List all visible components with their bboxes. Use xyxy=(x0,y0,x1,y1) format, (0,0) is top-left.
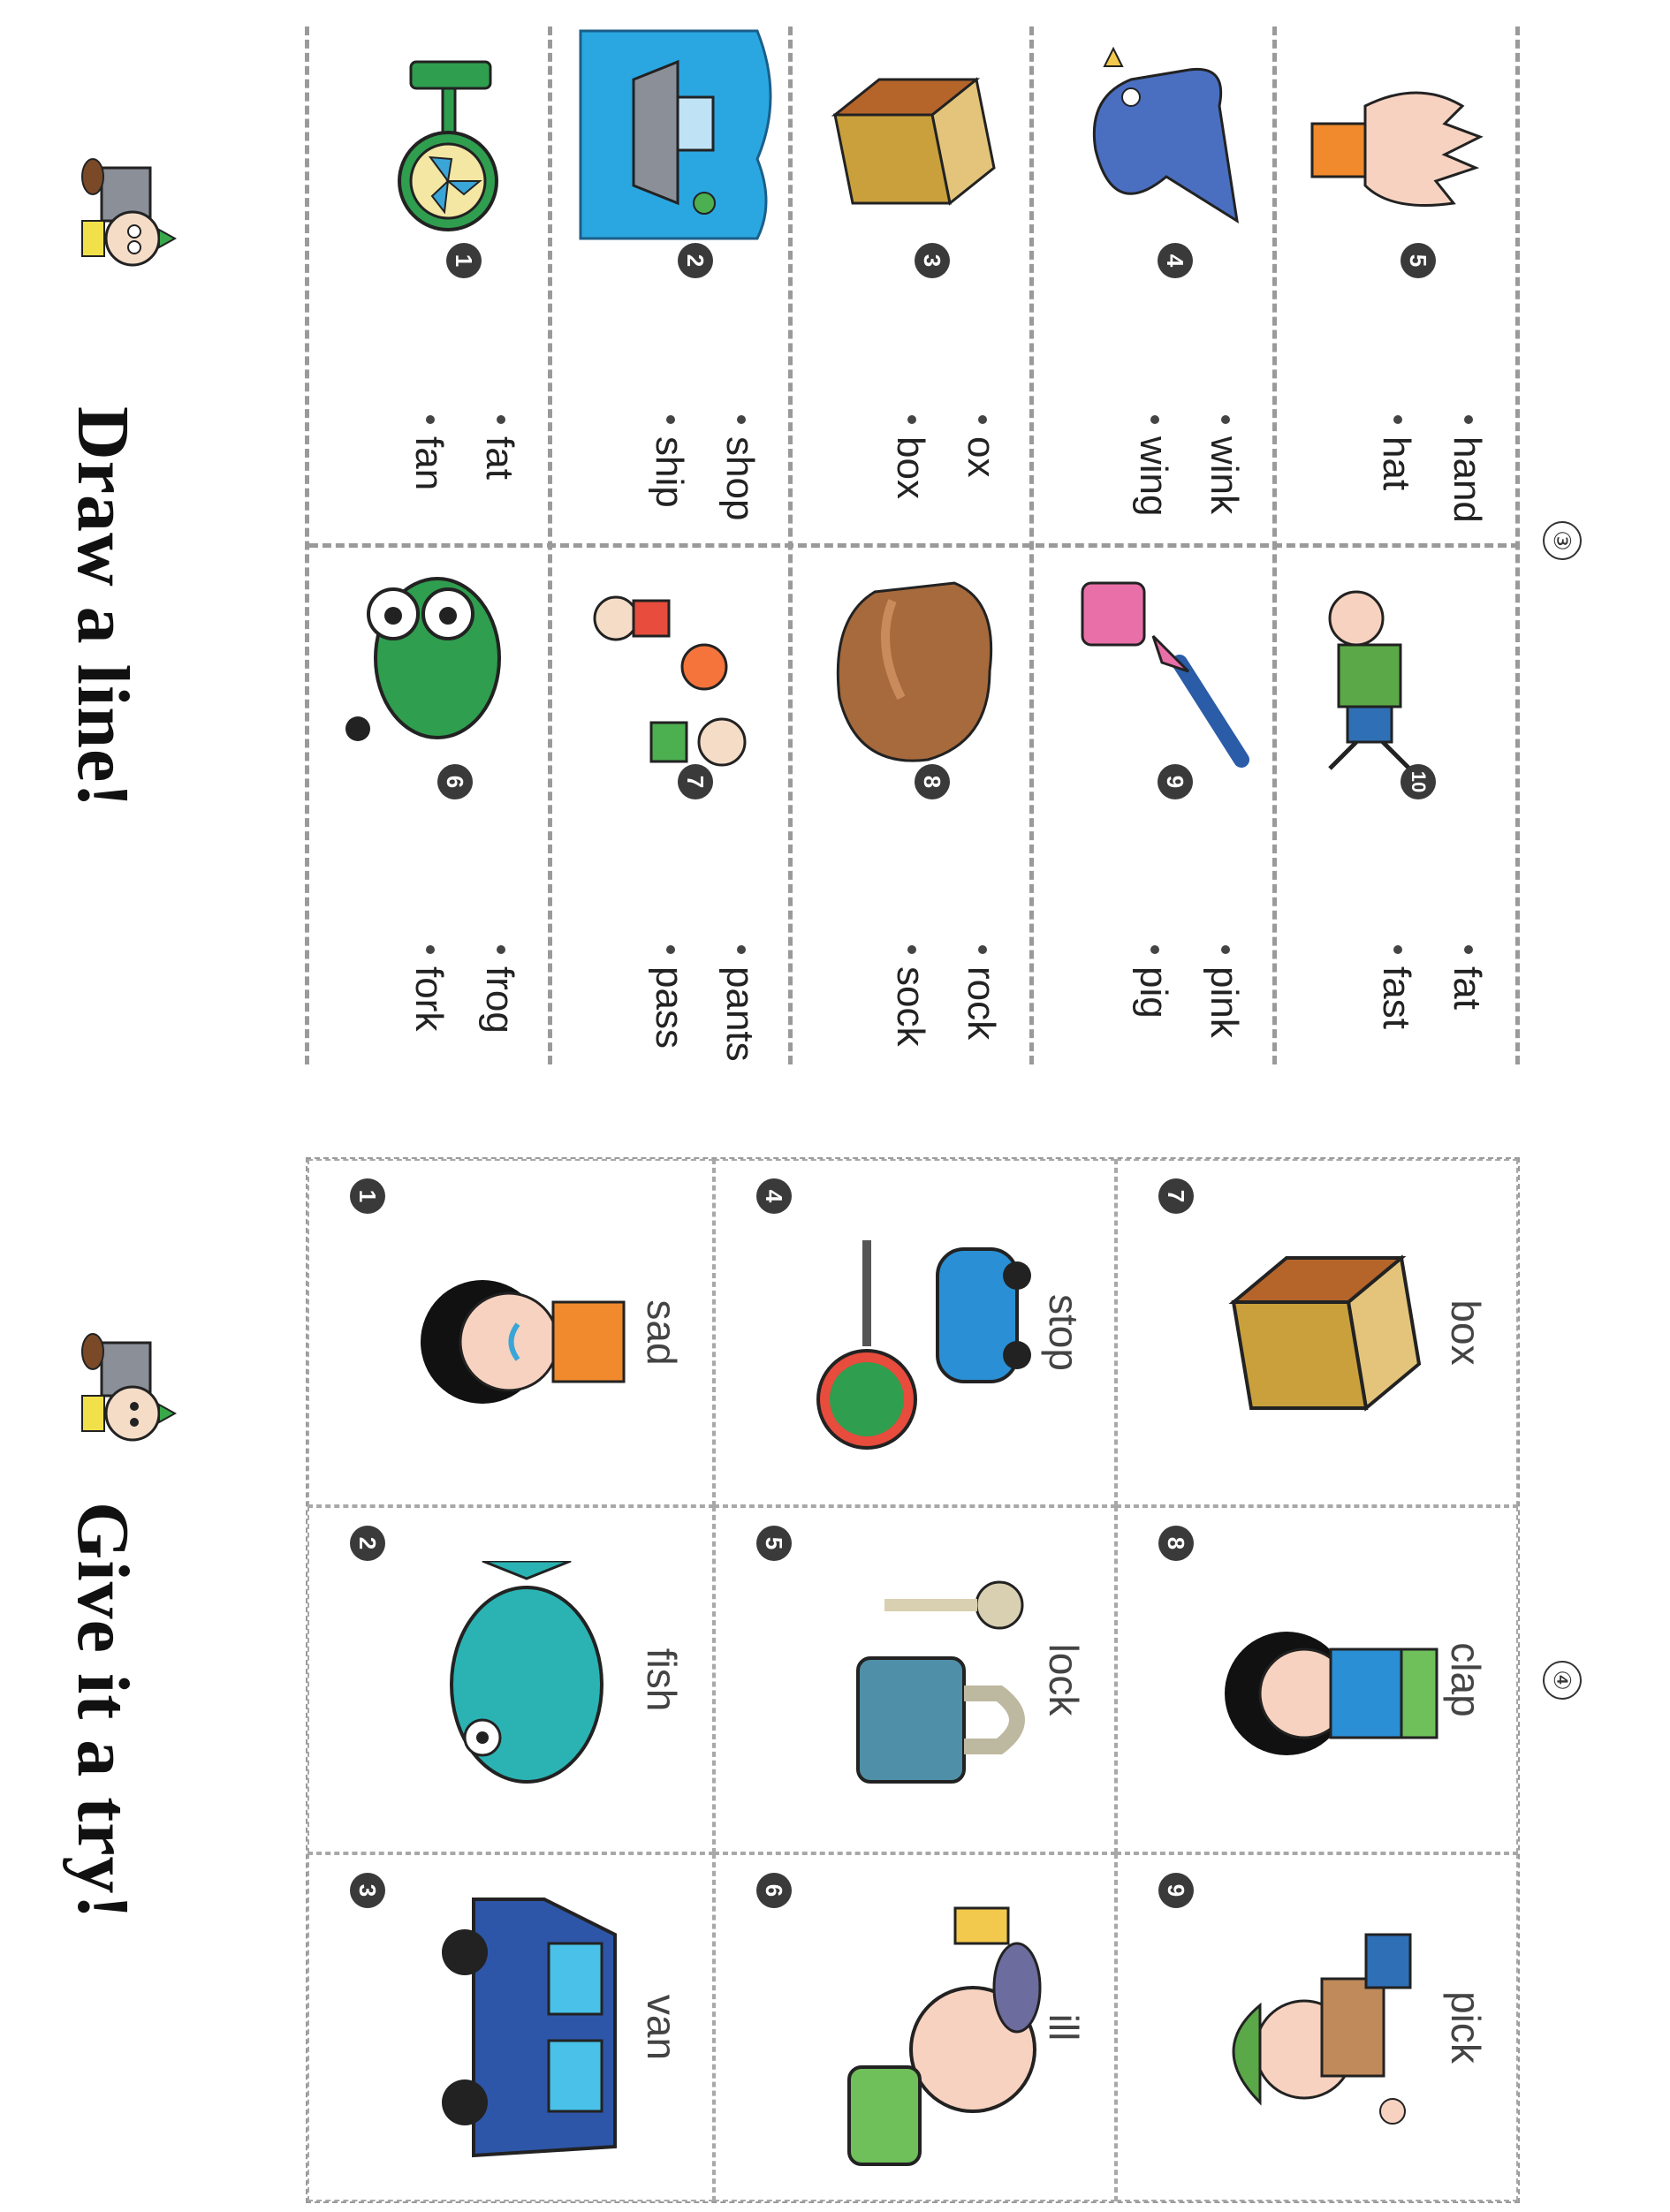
card-number-badge: 6 xyxy=(756,1873,792,1908)
pick-boy-icon xyxy=(1194,1899,1463,2164)
word-label: rock xyxy=(960,966,1003,1041)
word-choice[interactable] xyxy=(1445,945,1489,1010)
word-choice[interactable] xyxy=(959,415,1003,477)
word-label: wink xyxy=(1203,436,1246,515)
card-number-badge: 1 xyxy=(350,1178,385,1214)
word-choice[interactable] xyxy=(1374,415,1418,490)
card-number-badge: 3 xyxy=(350,1873,385,1908)
flashcard-3[interactable] xyxy=(307,1853,714,2201)
word-choice[interactable] xyxy=(406,415,451,490)
word-choice[interactable] xyxy=(1131,945,1175,1019)
word-choice[interactable] xyxy=(1131,415,1175,517)
fan-icon xyxy=(327,44,526,239)
match-cell-2 xyxy=(552,27,793,543)
card-word: sad xyxy=(639,1299,685,1366)
rock-icon xyxy=(817,565,1007,777)
bullet-dot xyxy=(1464,945,1473,954)
page-number-text: ③ xyxy=(1543,521,1582,560)
flashcard-grid xyxy=(306,1157,1520,2203)
bullet-dot xyxy=(1393,415,1402,424)
clap-girl-icon xyxy=(1194,1561,1463,1808)
word-choice[interactable] xyxy=(1202,945,1246,1038)
bullet-dot xyxy=(907,945,916,954)
word-choice[interactable] xyxy=(888,415,932,499)
card-number-badge: 5 xyxy=(756,1526,792,1561)
ship-icon xyxy=(558,27,784,256)
match-cell-6 xyxy=(309,548,552,1064)
word-choice[interactable] xyxy=(888,945,932,1046)
bullet-dot xyxy=(737,945,746,954)
mascot-reading xyxy=(71,150,186,283)
match-cell-10 xyxy=(1277,548,1520,1064)
flashcard-8[interactable] xyxy=(1116,1506,1518,1853)
bullet-dot xyxy=(666,415,675,424)
card-word: pick xyxy=(1443,1991,1489,2064)
fish-icon xyxy=(416,1561,650,1808)
frog-icon xyxy=(327,561,535,773)
match-cell-7 xyxy=(552,548,793,1064)
stop-sign-car-icon xyxy=(792,1214,1052,1461)
page-number-left xyxy=(1543,521,1582,560)
bullet-dot xyxy=(426,945,435,954)
card-number-badge: 8 xyxy=(1158,1526,1194,1561)
card-word: clap xyxy=(1443,1642,1489,1717)
card-word: stop xyxy=(1041,1294,1087,1371)
flashcard-4[interactable] xyxy=(714,1159,1116,1506)
pink-paint-icon xyxy=(1051,565,1250,777)
page-number-right xyxy=(1543,1661,1582,1700)
bullet-dot xyxy=(1150,415,1159,424)
word-choice[interactable] xyxy=(477,415,521,480)
word-label: wing xyxy=(1132,436,1175,517)
item-number-badge: 3 xyxy=(915,243,950,278)
lock-key-icon xyxy=(801,1552,1061,1817)
item-number-badge: 10 xyxy=(1401,764,1436,799)
flashcard-6[interactable] xyxy=(714,1853,1116,2201)
word-choice[interactable] xyxy=(717,945,762,1062)
bullet-dot xyxy=(737,415,746,424)
word-label: ox xyxy=(960,436,1003,478)
card-word: van xyxy=(639,1994,685,2061)
item-number-badge: 1 xyxy=(446,243,482,278)
word-label: pass xyxy=(648,966,691,1049)
flashcard-9[interactable] xyxy=(1116,1853,1518,2201)
item-number-badge: 6 xyxy=(437,764,473,799)
bullet-dot xyxy=(978,945,987,954)
item-number-badge: 7 xyxy=(678,764,713,799)
word-label: shop xyxy=(718,436,762,521)
flashcard-7[interactable] xyxy=(1116,1159,1518,1506)
word-label: fast xyxy=(1375,966,1418,1029)
give-it-a-try-title: Give it a try! xyxy=(62,1502,144,1920)
bullet-dot xyxy=(1464,415,1473,424)
bullet-dot xyxy=(978,415,987,424)
running-boy-icon xyxy=(1290,565,1498,777)
word-choice[interactable] xyxy=(647,945,691,1049)
word-choice[interactable] xyxy=(1374,945,1418,1029)
word-label: hand xyxy=(1446,436,1489,523)
match-cell-1 xyxy=(309,27,552,543)
flashcard-2[interactable] xyxy=(307,1506,714,1853)
box-icon xyxy=(1211,1223,1454,1452)
bullet-dot xyxy=(1393,945,1402,954)
match-cell-9 xyxy=(1034,548,1277,1064)
bullet-dot xyxy=(1150,945,1159,954)
word-label: ship xyxy=(648,436,691,508)
flashcard-1[interactable] xyxy=(307,1159,714,1506)
mascot-thinking xyxy=(71,1325,186,1458)
van-icon xyxy=(416,1882,650,2173)
item-number-badge: 8 xyxy=(915,764,950,799)
word-label: pink xyxy=(1203,966,1246,1038)
match-cell-3 xyxy=(793,27,1034,543)
word-label: pig xyxy=(1132,966,1175,1019)
bird-wing-icon xyxy=(1056,44,1255,247)
word-label: fat xyxy=(478,436,521,480)
word-label: fat xyxy=(1446,966,1489,1010)
bullet-dot xyxy=(666,945,675,954)
bullet-dot xyxy=(1221,415,1230,424)
word-label: fan xyxy=(407,436,451,491)
item-number-badge: 2 xyxy=(678,243,713,278)
card-number-badge: 4 xyxy=(756,1178,792,1214)
match-cell-8 xyxy=(793,548,1034,1064)
word-label: sock xyxy=(889,966,932,1047)
flashcard-5[interactable] xyxy=(714,1506,1116,1853)
word-label: box xyxy=(889,436,932,499)
ill-boy-icon xyxy=(801,1890,1070,2173)
card-word: lock xyxy=(1041,1643,1087,1716)
card-number-badge: 9 xyxy=(1158,1873,1194,1908)
word-choice[interactable] xyxy=(647,415,691,508)
bullet-dot xyxy=(426,415,435,424)
match-cell-5 xyxy=(1277,27,1520,543)
word-label: pants xyxy=(718,966,762,1062)
item-number-badge: 9 xyxy=(1158,764,1193,799)
item-number-badge: 4 xyxy=(1158,243,1193,278)
word-choice[interactable] xyxy=(1445,415,1489,523)
bullet-dot xyxy=(497,945,505,954)
match-cell-4 xyxy=(1034,27,1277,543)
card-word: ill xyxy=(1041,2013,1087,2042)
word-choice[interactable] xyxy=(1202,415,1246,514)
hand-icon xyxy=(1299,53,1498,239)
word-choice[interactable] xyxy=(959,945,1003,1040)
word-label: hat xyxy=(1375,436,1418,491)
word-choice[interactable] xyxy=(477,945,521,1034)
sad-girl-icon xyxy=(390,1240,659,1443)
card-word: box xyxy=(1443,1299,1489,1366)
word-choice[interactable] xyxy=(406,945,451,1031)
box-icon xyxy=(813,53,1012,230)
bullet-dot xyxy=(907,415,916,424)
bullet-dot xyxy=(497,415,505,424)
word-label: fork xyxy=(407,966,451,1032)
word-choice[interactable] xyxy=(717,415,762,520)
page-number-text: ④ xyxy=(1543,1661,1582,1700)
word-label: frog xyxy=(478,966,521,1034)
card-number-badge: 2 xyxy=(350,1526,385,1561)
card-number-badge: 7 xyxy=(1158,1178,1194,1214)
item-number-badge: 5 xyxy=(1401,243,1436,278)
draw-a-line-title: Draw a line! xyxy=(62,406,144,809)
bullet-dot xyxy=(1221,945,1230,954)
pass-ball-icon xyxy=(567,565,775,777)
card-word: fish xyxy=(639,1648,685,1712)
